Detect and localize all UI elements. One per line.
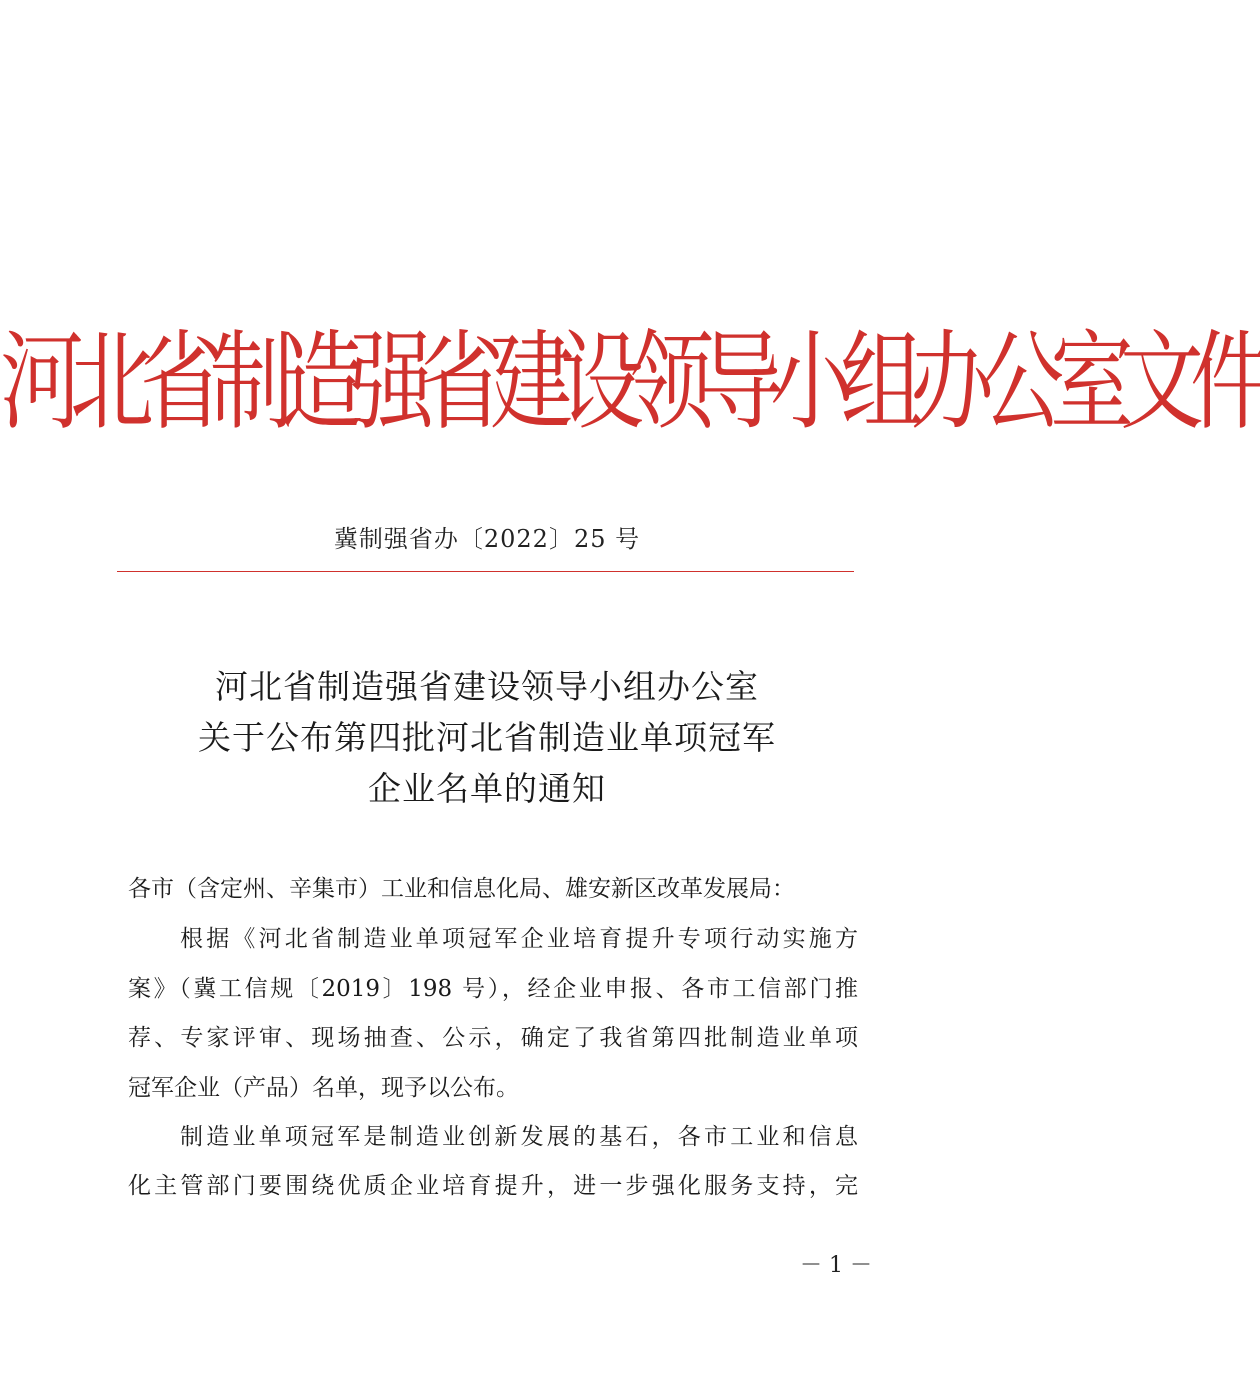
- paragraph-1-line-3: 荐、专家评审、现场抽查、公示，确定了我省第四批制造业单项: [128, 1025, 858, 1051]
- document-number: 冀制强省办〔2022〕25 号: [333, 525, 641, 553]
- page-number: － 1 －: [800, 1253, 872, 1278]
- salutation: 各市（含定州、辛集市）工业和信息化局、雄安新区改革发展局：: [128, 876, 795, 902]
- red-separator-line: [117, 571, 854, 572]
- paragraph-1-line-4: 冠军企业（产品）名单，现予以公布。: [128, 1075, 519, 1101]
- notice-title-line-3: 企业名单的通知: [368, 769, 606, 808]
- notice-title-line-2: 关于公布第四批河北省制造业单项冠军: [198, 718, 776, 757]
- red-header-title: 河北省制造强省建设领导小组办公室文件: [0, 319, 1260, 445]
- paragraph-1-line-1: 根据《河北省制造业单项冠军企业培育提升专项行动实施方: [180, 926, 858, 952]
- paragraph-2-line-1: 制造业单项冠军是制造业创新发展的基石，各市工业和信息: [180, 1124, 858, 1150]
- paragraph-1-line-2: 案》（冀工信规〔2019〕198 号），经企业申报、各市工信部门推: [128, 976, 858, 1002]
- notice-title-line-1: 河北省制造强省建设领导小组办公室: [215, 667, 759, 706]
- paragraph-2-line-2: 化主管部门要围绕优质企业培育提升，进一步强化服务支持，完: [128, 1173, 858, 1199]
